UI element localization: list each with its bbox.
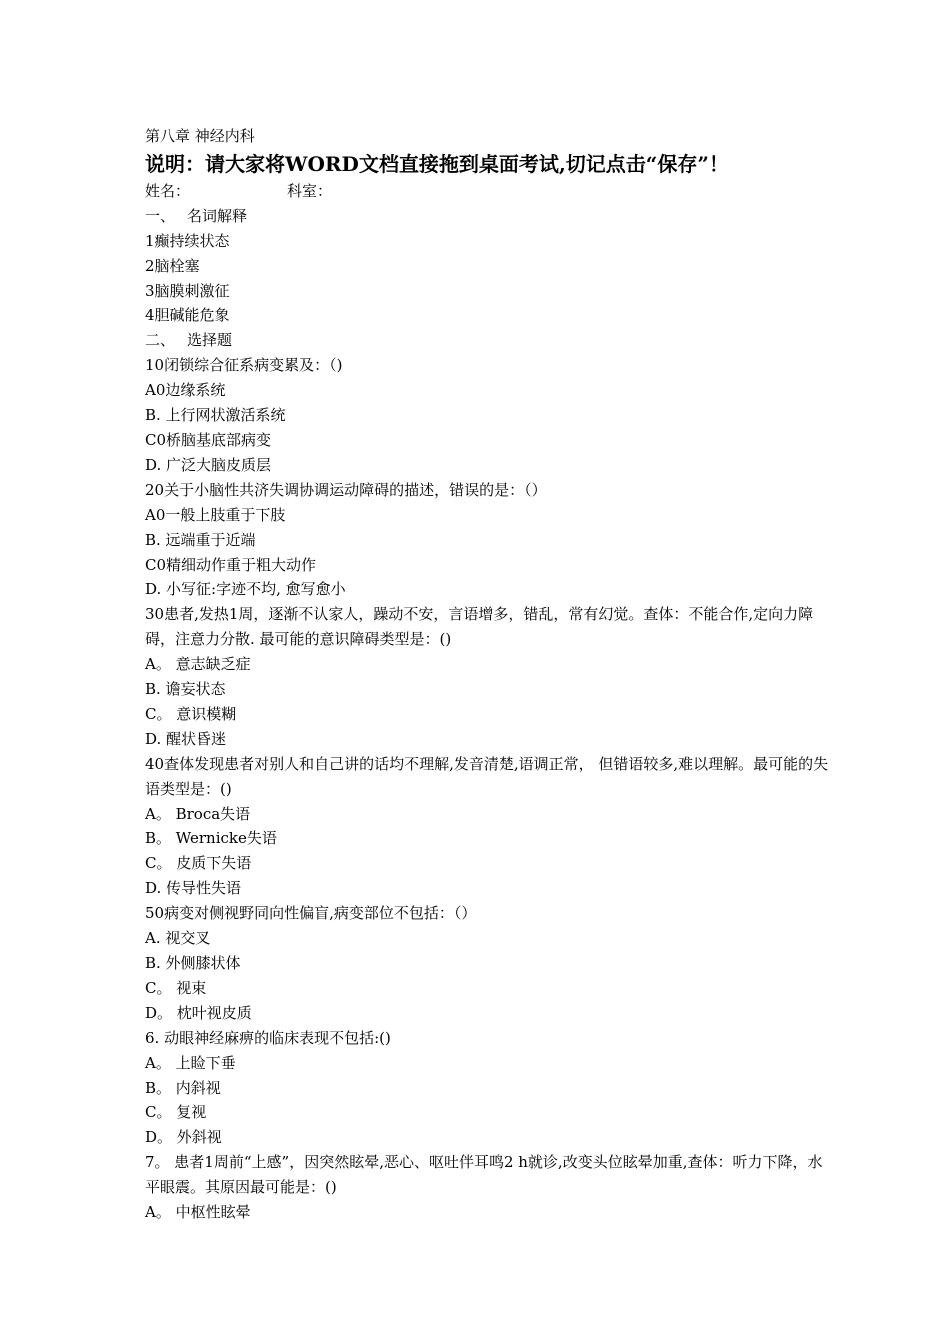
- question-option: D. 传导性失语: [145, 879, 242, 898]
- notice-heading: 说明：请大家将WORD文档直接拖到桌面考试,切记点击“保存”！: [145, 151, 729, 176]
- section-number: 一、: [145, 206, 176, 225]
- document-page: [145, 124, 835, 1225]
- question-option: B。 Wernicke失语: [145, 829, 277, 848]
- dept-label: 科室：: [287, 181, 333, 200]
- question-stem: 40查体发现患者对别人和自己讲的话均不理解,发音清楚,语调正常， 但错语较多,难以理解。最可能的失语类型是：(): [145, 754, 829, 798]
- section-heading-terms: [145, 204, 835, 229]
- question-option: B. 上行网状激活系统: [145, 406, 286, 425]
- question-option: C0桥脑基底部病变: [145, 430, 272, 449]
- question-option: B。 内斜视: [145, 1078, 221, 1097]
- question-option: A。 意志缺乏症: [145, 655, 251, 674]
- question-option: C。 复视: [145, 1103, 207, 1122]
- term-item: 3脑膜刺激征: [145, 281, 230, 300]
- question-option: C。 视束: [145, 978, 207, 997]
- question-option: A。 上睑下垂: [145, 1053, 236, 1072]
- question-option: B. 远端重于近端: [145, 530, 256, 549]
- chapter-title: 第八章 神经内科: [145, 127, 255, 145]
- question-option: A0边缘系统: [145, 381, 226, 400]
- question-option: B. 外侧膝状体: [145, 954, 241, 972]
- name-label: 姓名：: [145, 181, 191, 200]
- question-option: D. 广泛大脑皮质层: [145, 455, 272, 474]
- question-stem: 50病变对侧视野同向性偏盲,病变部位不包括：（）: [145, 904, 477, 923]
- question-option: B. 谵妄状态: [145, 680, 226, 699]
- term-item: 1癫持续状态: [145, 231, 230, 250]
- question-option: D。 枕叶视皮质: [145, 1003, 252, 1022]
- section-title: 选择题: [187, 331, 233, 350]
- question-stem: 6. 动眼神经麻痹的临床表现不包括:(): [145, 1028, 391, 1047]
- question-option: C。 意识模糊: [145, 704, 237, 723]
- question-stem: 7。 患者1周前“上感”，因突然眩晕,恶心、呕吐伴耳鸣2 h就诊,改变头位眩晕加重,查体：听力下降，水平眼震。其原因最可能是：(): [145, 1153, 823, 1197]
- question-option: A0一般上肢重于下肢: [145, 505, 286, 524]
- question-option: D. 小写征:字迹不均, 愈写愈小: [145, 580, 346, 599]
- question-option: A。 Broca失语: [145, 804, 251, 823]
- section-number: 二、: [145, 331, 176, 350]
- question-option: C0精细动作重于粗大动作: [145, 555, 317, 574]
- section-title: 名词解释: [187, 206, 248, 225]
- term-item: 4胆碱能危象: [145, 306, 230, 325]
- question-stem: 20关于小脑性共济失调协调运动障碍的描述，错误的是：（）: [145, 480, 547, 499]
- question-option: D。 外斜视: [145, 1128, 222, 1147]
- section-heading-choice: [145, 328, 835, 353]
- question-option: A. 视交叉: [145, 929, 211, 948]
- term-item: 2脑栓塞: [145, 256, 200, 275]
- question-option: D. 醒状昏迷: [145, 729, 227, 748]
- question-option: A。 中枢性眩晕: [145, 1203, 251, 1222]
- question-stem: 30患者,发热1周，逐渐不认家人，躁动不安，言语增多，错乱，常有幻觉。查体：不能合作,定向力障碍，注意力分散. 最可能的意识障碍类型是：(): [145, 605, 814, 649]
- question-stem: 10闭锁综合征系病变累及：（): [145, 356, 343, 375]
- name-dept-row: [145, 179, 835, 204]
- question-option: C。 皮质下失语: [145, 854, 252, 873]
